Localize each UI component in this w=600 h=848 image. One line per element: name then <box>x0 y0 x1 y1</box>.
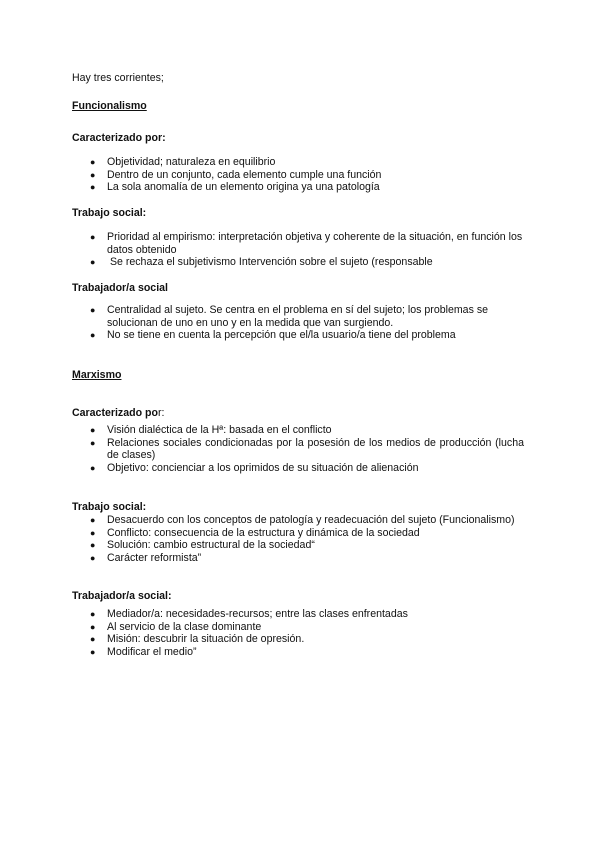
subheading-caracterizado-por: Caracterizado por: <box>72 132 166 144</box>
bullet-list-marxismo-trabajador <box>72 608 524 658</box>
list-item: ● Visión dialéctica de la Hª: basada en el conflicto <box>90 424 332 436</box>
bullet-icon: ● <box>90 527 96 538</box>
bullet-icon: ● <box>90 330 96 341</box>
list-item: ● Modificar el medio” <box>90 645 197 658</box>
bullet-icon: ● <box>90 305 96 315</box>
list-item: ● Misión: descubrir la situación de opresión. <box>90 633 305 646</box>
list-item: ● Mediador/a: necesidades-recursos; entre las clases enfrentadas <box>90 608 408 620</box>
list-item: ● Prioridad al empirismo: interpretación objetiva y coherente de la situación, en función los datos obtenido <box>90 231 523 256</box>
subheading-trabajador-social: Trabajador/a social <box>72 282 168 294</box>
bullet-icon: ● <box>90 552 96 563</box>
subheading-trabajo-social: Trabajo social: <box>72 207 147 219</box>
list-item: ● Se rechaza el subjetivismo Intervención sobre el sujeto (responsable <box>90 256 433 269</box>
list-item: ● No se tiene en cuenta la percepción que el/la usuario/a tiene del problema <box>90 329 456 342</box>
bullet-icon: ● <box>90 437 96 448</box>
bullet-list-funcionalismo-trabajo-social <box>72 231 524 269</box>
bullet-icon: ● <box>90 462 96 473</box>
list-item: ● Centralidad al sujeto. Se centra en el problema en sí del sujeto; los problemas se solucionan de uno en uno y en la medida que van surgiendo. <box>90 304 489 329</box>
list-item: ● Carácter reformista” <box>90 551 202 564</box>
bullet-icon: ● <box>90 257 96 268</box>
bullet-icon: ● <box>90 232 96 242</box>
bullet-list-marxismo-caracterizado <box>72 424 524 474</box>
bullet-icon: ● <box>90 621 96 632</box>
bullet-icon: ● <box>90 609 96 619</box>
list-item: ● Dentro de un conjunto, cada elemento cumple una función <box>90 168 382 181</box>
list-item: ● Relaciones sociales condicionadas por la posesión de los medios de producción (lucha de clases) <box>90 436 524 462</box>
bullet-icon: ● <box>90 646 96 657</box>
bullet-icon: ● <box>90 540 96 551</box>
subheading-trabajador-social-marxismo: Trabajador/a social: <box>72 590 172 602</box>
list-item: ● Al servicio de la clase dominante <box>90 620 262 633</box>
bullet-list-marxismo-trabajo-social <box>72 514 524 564</box>
bullet-icon: ● <box>90 169 96 180</box>
bullet-list-funcionalismo-caracterizado <box>72 156 524 194</box>
section-title-funcionalismo: Funcionalismo <box>72 100 147 112</box>
bullet-icon: ● <box>90 634 96 645</box>
subheading-trabajo-social-marxismo: Trabajo social: <box>72 501 147 513</box>
intro-text: Hay tres corrientes; <box>72 72 164 84</box>
bullet-icon: ● <box>90 182 96 193</box>
list-item: ● Objetividad; naturaleza en equilibrio <box>90 156 276 168</box>
subheading-caracterizado-por-marxismo: Caracterizado por: <box>72 407 165 419</box>
list-item: ● Solución: cambio estructural de la sociedad“ <box>90 539 315 552</box>
bullet-icon: ● <box>90 157 96 167</box>
section-title-marxismo: Marxismo <box>72 369 122 381</box>
bullet-list-funcionalismo-trabajador <box>72 304 524 342</box>
list-item: ● Conflicto: consecuencia de la estructura y dinámica de la sociedad <box>90 526 420 539</box>
bullet-icon: ● <box>90 515 96 525</box>
list-item: ● Desacuerdo con los conceptos de patología y readecuación del sujeto (Funcionalismo) <box>90 514 515 526</box>
list-item: ● Objetivo: concienciar a los oprimidos de su situación de alienación <box>90 461 419 474</box>
list-item: ● La sola anomalía de un elemento origina ya una patología <box>90 181 380 194</box>
bullet-icon: ● <box>90 425 96 435</box>
